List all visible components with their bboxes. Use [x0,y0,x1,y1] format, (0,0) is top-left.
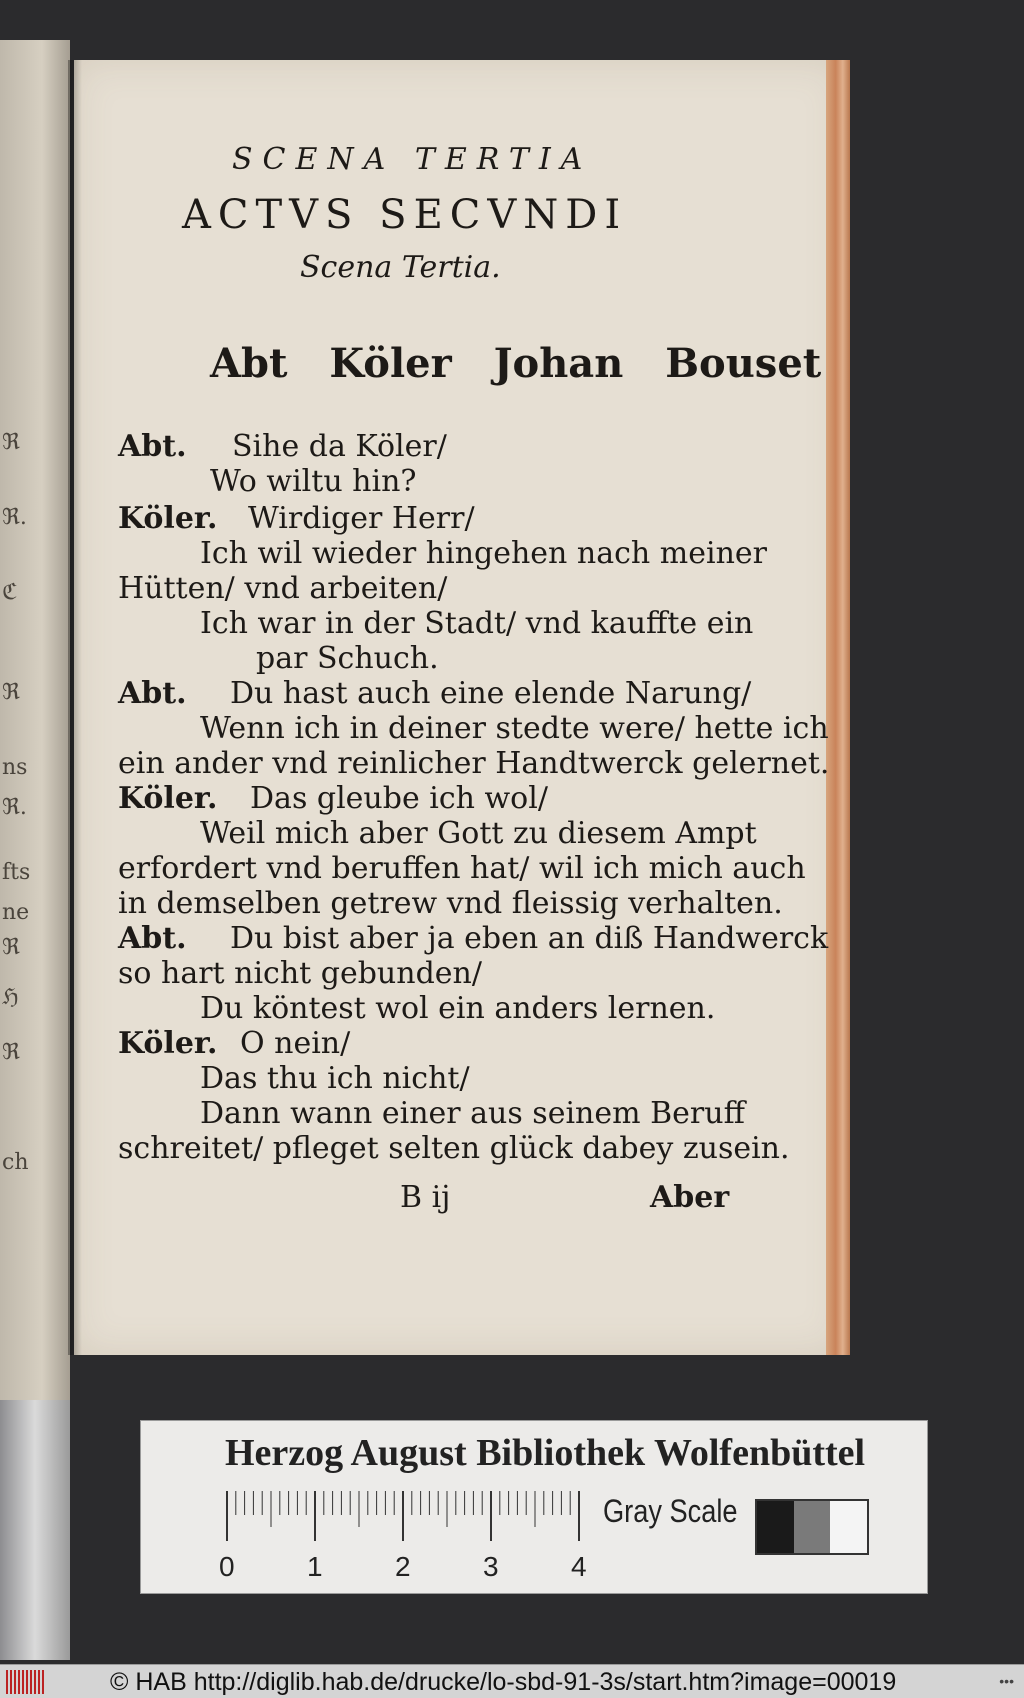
left-page-fragment: ℜ [2,1040,20,1065]
dialogue-line: Das thu ich nicht/ [200,1061,470,1096]
gray-swatch [794,1501,831,1553]
dialogue-line: Ich war in der Stadt/ vnd kauffte ein [200,606,754,641]
left-page-fragment: ns [2,755,28,780]
dialogue-line: Weil mich aber Gott zu diesem Ampt [200,816,757,851]
dialogue-line: Das gleube ich wol/ [250,781,548,816]
left-page-fragment: ℜ [2,680,20,705]
ruler-number: 0 [219,1551,235,1582]
dialogue-line: Du hast auch eine elende Narung/ [230,676,752,711]
left-page-fragment: ℜ [2,935,20,960]
footer-bar [0,1664,1024,1698]
dialogue-line: Ich wil wieder hingehen nach meiner [200,536,767,571]
more-icon[interactable]: ••• [999,1673,1014,1689]
characters-list: Abt Köler Johan Bouset [210,340,822,387]
dialogue-line: Du köntest wol ein anders lernen. [200,991,716,1026]
card-title: Herzog August Bibliothek Wolfenbüttel [225,1432,866,1474]
dialogue-line: Dann wann einer aus seinem Beruff [200,1096,745,1131]
dialogue-line: ein ander vnd reinlicher Handtwerck gelernet. [118,746,830,781]
dialogue-line: par Schuch. [256,641,439,676]
act-title: ACTVS SECVNDI [182,192,628,238]
speaker-label: Abt. [118,921,187,956]
dialogue-line: so hart nicht gebunden/ [118,956,482,991]
gray-swatches [755,1499,869,1555]
gray-swatch [830,1501,867,1553]
left-page-fragment: ℜ. [2,795,27,820]
left-page-fragment: ch [2,1150,29,1175]
ruler-number: 1 [307,1551,323,1582]
speaker-label: Köler. [118,781,218,816]
dialogue-line: O nein/ [240,1026,351,1061]
left-page-fragment: ℌ [2,985,19,1010]
dialogue-line: Hütten/ vnd arbeiten/ [118,571,448,606]
gutter-shadow [68,60,82,1355]
ruler-number: 3 [483,1551,499,1582]
ruler [225,1491,581,1541]
dialogue-line: Wenn ich in deiner stedte were/ hette ich [200,711,829,746]
speaker-label: Köler. [118,1026,218,1061]
left-strip [0,1400,70,1660]
gray-scale-label: Gray Scale [603,1493,738,1529]
dialogue-line: Wo wiltu hin? [210,464,417,499]
dialogue-line: erfordert vnd beruffen hat/ wil ich mich auch [118,851,806,886]
signature-mark: B ij [400,1180,451,1215]
color-scale-card [140,1420,928,1594]
dialogue-line: in demselben getrew vnd fleissig verhalten. [118,886,783,921]
left-page-fragment: ℜ [2,430,20,455]
left-page-fragment: ne [2,900,30,925]
left-page-fragment: fts [2,860,31,885]
ruler-number: 2 [395,1551,411,1582]
footer-url[interactable]: © HAB http://diglib.hab.de/drucke/lo-sbd-91-3s/start.htm?image=00019 [110,1668,897,1696]
left-page-fragment: ℜ. [2,505,27,530]
scene-title: Scena Tertia. [300,250,501,285]
gray-swatch [757,1501,794,1553]
left-page-edge [0,40,70,1400]
running-head: SCENA TERTIA [232,142,593,177]
dialogue-line: Du bist aber ja eben an diß Handwerck [230,921,829,956]
speaker-label: Abt. [118,429,187,464]
left-page-fragment: ℭ [2,580,18,605]
dialogue-line: Wirdiger Herr/ [248,501,475,536]
speaker-label: Abt. [118,676,187,711]
dialogue-line: Sihe da Köler/ [232,429,447,464]
ruler-number: 4 [571,1551,587,1582]
speaker-label: Köler. [118,501,218,536]
page-edge [826,60,850,1355]
catchword: Aber [650,1180,730,1215]
dialogue-line: schreitet/ pfleget selten glück dabey zusein. [118,1131,790,1166]
hab-logo-icon [6,1670,46,1694]
